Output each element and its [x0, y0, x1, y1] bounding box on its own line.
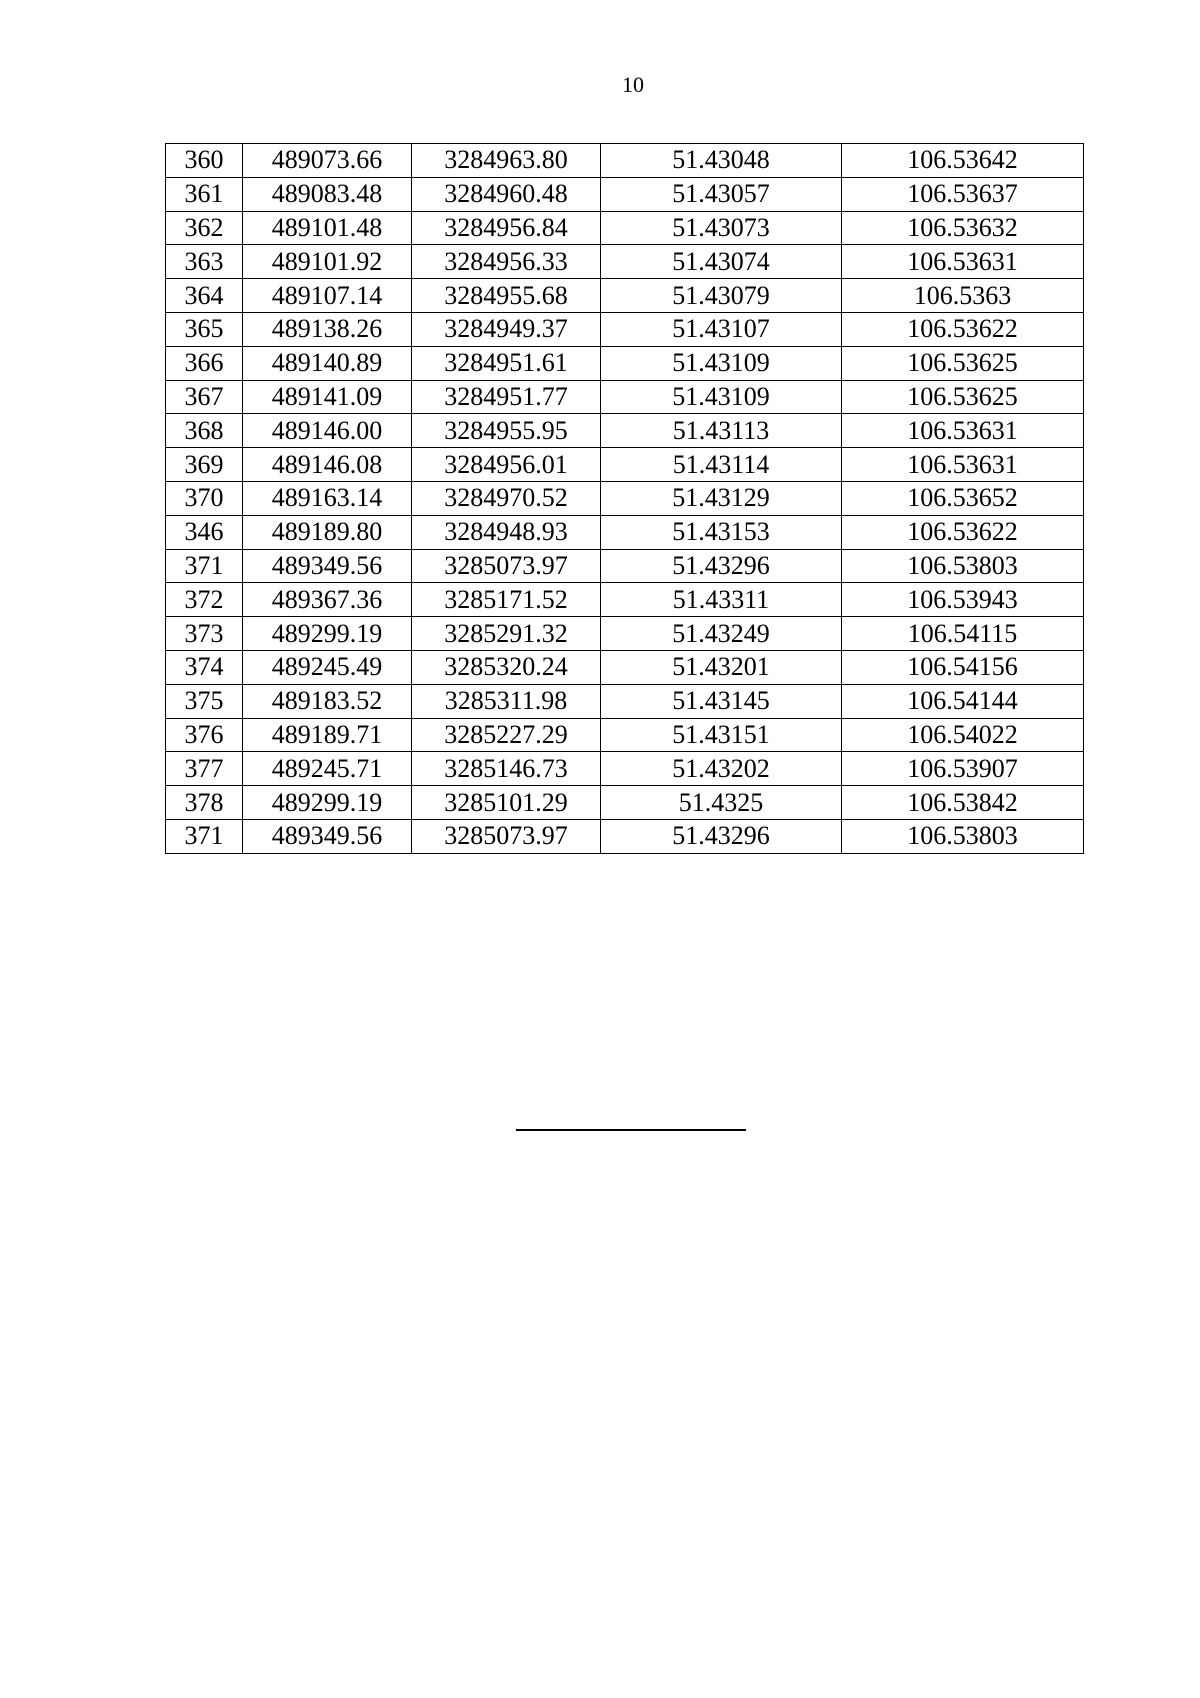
y-coordinate-cell: 3285073.97 — [412, 819, 601, 853]
latitude-cell: 51.43109 — [601, 346, 842, 380]
point-number-cell: 370 — [166, 481, 243, 515]
latitude-cell: 51.43107 — [601, 312, 842, 346]
table-row — [166, 617, 1084, 651]
latitude-cell: 51.43311 — [601, 583, 842, 617]
longitude-cell: 106.53943 — [842, 583, 1084, 617]
coordinates-table — [165, 143, 1084, 854]
y-coordinate-cell: 3284951.77 — [412, 380, 601, 414]
table-row — [166, 245, 1084, 279]
longitude-cell: 106.53637 — [842, 177, 1084, 211]
latitude-cell: 51.43151 — [601, 718, 842, 752]
point-number-cell: 378 — [166, 786, 243, 820]
longitude-cell: 106.53631 — [842, 448, 1084, 482]
latitude-cell: 51.43201 — [601, 650, 842, 684]
table-row — [166, 177, 1084, 211]
y-coordinate-cell: 3285311.98 — [412, 684, 601, 718]
point-number-cell: 361 — [166, 177, 243, 211]
point-number-cell: 362 — [166, 211, 243, 245]
table-row — [166, 481, 1084, 515]
y-coordinate-cell: 3284960.48 — [412, 177, 601, 211]
table-row — [166, 752, 1084, 786]
x-coordinate-cell: 489146.00 — [243, 414, 412, 448]
point-number-cell: 365 — [166, 312, 243, 346]
x-coordinate-cell: 489189.71 — [243, 718, 412, 752]
table-row — [166, 211, 1084, 245]
x-coordinate-cell: 489101.48 — [243, 211, 412, 245]
latitude-cell: 51.43073 — [601, 211, 842, 245]
latitude-cell: 51.43145 — [601, 684, 842, 718]
point-number-cell: 371 — [166, 819, 243, 853]
latitude-cell: 51.43057 — [601, 177, 842, 211]
x-coordinate-cell: 489299.19 — [243, 617, 412, 651]
latitude-cell: 51.43296 — [601, 819, 842, 853]
point-number-cell: 371 — [166, 549, 243, 583]
y-coordinate-cell: 3284948.93 — [412, 515, 601, 549]
latitude-cell: 51.43109 — [601, 380, 842, 414]
longitude-cell: 106.54144 — [842, 684, 1084, 718]
y-coordinate-cell: 3284951.61 — [412, 346, 601, 380]
longitude-cell: 106.54022 — [842, 718, 1084, 752]
point-number-cell: 377 — [166, 752, 243, 786]
point-number-cell: 367 — [166, 380, 243, 414]
longitude-cell: 106.54156 — [842, 650, 1084, 684]
page-number: 10 — [622, 72, 644, 97]
latitude-cell: 51.4325 — [601, 786, 842, 820]
x-coordinate-cell: 489107.14 — [243, 279, 412, 313]
longitude-cell: 106.53631 — [842, 245, 1084, 279]
latitude-cell: 51.43296 — [601, 549, 842, 583]
latitude-cell: 51.43249 — [601, 617, 842, 651]
y-coordinate-cell: 3285146.73 — [412, 752, 601, 786]
longitude-cell: 106.53625 — [842, 380, 1084, 414]
longitude-cell: 106.53625 — [842, 346, 1084, 380]
y-coordinate-cell: 3284956.33 — [412, 245, 601, 279]
y-coordinate-cell: 3284955.95 — [412, 414, 601, 448]
point-number-cell: 360 — [166, 144, 243, 178]
latitude-cell: 51.43074 — [601, 245, 842, 279]
point-number-cell: 368 — [166, 414, 243, 448]
table-row — [166, 718, 1084, 752]
y-coordinate-cell: 3284970.52 — [412, 481, 601, 515]
longitude-cell: 106.53652 — [842, 481, 1084, 515]
x-coordinate-cell: 489140.89 — [243, 346, 412, 380]
coordinates-table-body — [166, 144, 1084, 854]
x-coordinate-cell: 489349.56 — [243, 549, 412, 583]
latitude-cell: 51.43048 — [601, 144, 842, 178]
table-row — [166, 448, 1084, 482]
latitude-cell: 51.43202 — [601, 752, 842, 786]
x-coordinate-cell: 489073.66 — [243, 144, 412, 178]
longitude-cell: 106.53803 — [842, 549, 1084, 583]
x-coordinate-cell: 489299.19 — [243, 786, 412, 820]
latitude-cell: 51.43129 — [601, 481, 842, 515]
table-row — [166, 819, 1084, 853]
table-row — [166, 414, 1084, 448]
y-coordinate-cell: 3285171.52 — [412, 583, 601, 617]
point-number-cell: 369 — [166, 448, 243, 482]
longitude-cell: 106.54115 — [842, 617, 1084, 651]
y-coordinate-cell: 3284949.37 — [412, 312, 601, 346]
latitude-cell: 51.43113 — [601, 414, 842, 448]
latitude-cell: 51.43079 — [601, 279, 842, 313]
y-coordinate-cell: 3285291.32 — [412, 617, 601, 651]
y-coordinate-cell: 3284955.68 — [412, 279, 601, 313]
longitude-cell: 106.53642 — [842, 144, 1084, 178]
x-coordinate-cell: 489101.92 — [243, 245, 412, 279]
table-row — [166, 515, 1084, 549]
longitude-cell: 106.53907 — [842, 752, 1084, 786]
longitude-cell: 106.53803 — [842, 819, 1084, 853]
point-number-cell: 364 — [166, 279, 243, 313]
latitude-cell: 51.43114 — [601, 448, 842, 482]
table-row — [166, 380, 1084, 414]
x-coordinate-cell: 489146.08 — [243, 448, 412, 482]
y-coordinate-cell: 3285073.97 — [412, 549, 601, 583]
point-number-cell: 376 — [166, 718, 243, 752]
x-coordinate-cell: 489367.36 — [243, 583, 412, 617]
table-row — [166, 786, 1084, 820]
y-coordinate-cell: 3285320.24 — [412, 650, 601, 684]
point-number-cell: 366 — [166, 346, 243, 380]
x-coordinate-cell: 489349.56 — [243, 819, 412, 853]
x-coordinate-cell: 489189.80 — [243, 515, 412, 549]
longitude-cell: 106.53632 — [842, 211, 1084, 245]
point-number-cell: 373 — [166, 617, 243, 651]
x-coordinate-cell: 489163.14 — [243, 481, 412, 515]
table-row — [166, 684, 1084, 718]
longitude-cell: 106.53842 — [842, 786, 1084, 820]
end-of-document-rule — [516, 1129, 746, 1131]
y-coordinate-cell: 3284963.80 — [412, 144, 601, 178]
table-row — [166, 279, 1084, 313]
table-row — [166, 583, 1084, 617]
table-row — [166, 346, 1084, 380]
longitude-cell: 106.53631 — [842, 414, 1084, 448]
y-coordinate-cell: 3284956.84 — [412, 211, 601, 245]
latitude-cell: 51.43153 — [601, 515, 842, 549]
point-number-cell: 375 — [166, 684, 243, 718]
longitude-cell: 106.5363 — [842, 279, 1084, 313]
x-coordinate-cell: 489141.09 — [243, 380, 412, 414]
x-coordinate-cell: 489245.71 — [243, 752, 412, 786]
table-row — [166, 144, 1084, 178]
table-row — [166, 549, 1084, 583]
x-coordinate-cell: 489245.49 — [243, 650, 412, 684]
y-coordinate-cell: 3285101.29 — [412, 786, 601, 820]
table-row — [166, 650, 1084, 684]
point-number-cell: 372 — [166, 583, 243, 617]
x-coordinate-cell: 489183.52 — [243, 684, 412, 718]
table-row — [166, 312, 1084, 346]
y-coordinate-cell: 3284956.01 — [412, 448, 601, 482]
point-number-cell: 374 — [166, 650, 243, 684]
longitude-cell: 106.53622 — [842, 515, 1084, 549]
point-number-cell: 363 — [166, 245, 243, 279]
x-coordinate-cell: 489083.48 — [243, 177, 412, 211]
point-number-cell: 346 — [166, 515, 243, 549]
x-coordinate-cell: 489138.26 — [243, 312, 412, 346]
longitude-cell: 106.53622 — [842, 312, 1084, 346]
y-coordinate-cell: 3285227.29 — [412, 718, 601, 752]
